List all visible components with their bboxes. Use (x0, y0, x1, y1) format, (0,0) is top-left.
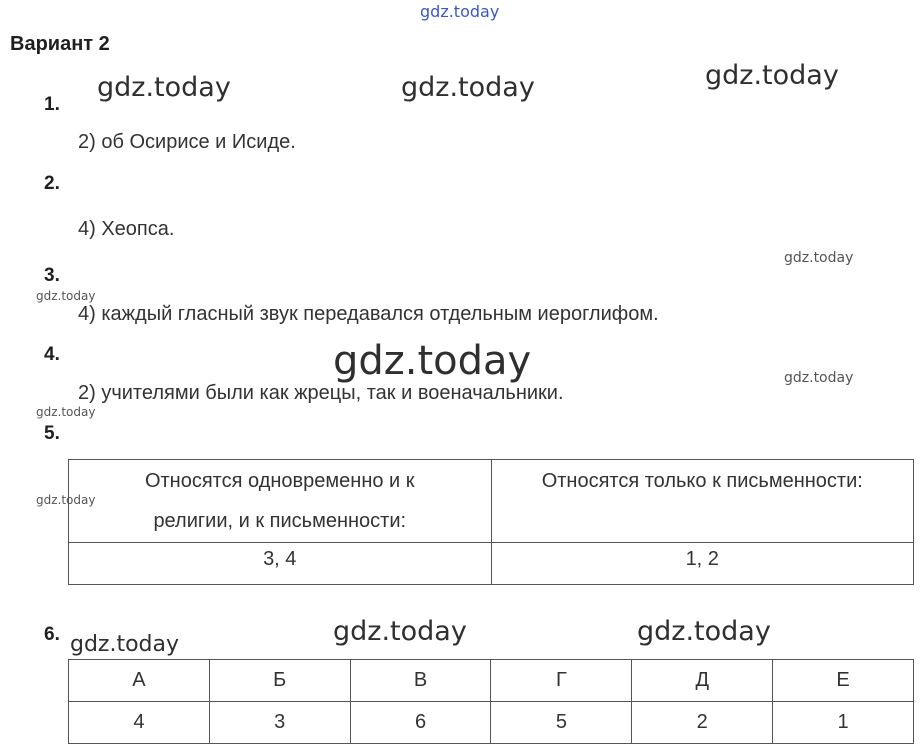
watermark: gdz.today (36, 289, 96, 303)
watermark: gdz.today (637, 616, 771, 647)
watermark: gdz.today (97, 72, 231, 103)
watermark: gdz.today (333, 616, 467, 647)
question-number: 2. (44, 173, 60, 194)
watermark: gdz.today (784, 370, 854, 386)
table-cell: 1 (773, 702, 914, 744)
table-cell: 6 (350, 702, 491, 744)
answer-text: 2) об Осирисе и Исиде. (78, 131, 296, 153)
watermark: gdz.today (36, 493, 96, 507)
table-row (69, 702, 914, 744)
question-number: 4. (44, 344, 60, 365)
table-cell: Б (209, 660, 350, 702)
question-number: 3. (44, 265, 60, 286)
table-cell: Г (491, 660, 632, 702)
table-cell: 3 (209, 702, 350, 744)
table-cell: 3, 4 (69, 543, 492, 585)
header-line: Относятся одновременно и к (144, 470, 415, 492)
header-line: Относятся только к письменности: (541, 470, 863, 492)
table-cell: В (350, 660, 491, 702)
header-line: религии, и к письменности: (153, 510, 407, 532)
table-cell: 2 (632, 702, 773, 744)
watermark: gdz.today (70, 632, 180, 657)
table-cell: Д (632, 660, 773, 702)
matching-table (68, 659, 914, 744)
table-cell: 1, 2 (491, 543, 914, 585)
watermark: gdz.today (401, 72, 535, 103)
table-header-cell (491, 460, 914, 543)
question-number: 1. (44, 94, 60, 115)
classification-table (68, 459, 914, 585)
table-cell: 5 (491, 702, 632, 744)
table-cell: Е (773, 660, 914, 702)
answer-text: 4) каждый гласный звук передавался отдельным иероглифом. (78, 303, 659, 325)
answer-text: 4) Хеопса. (78, 218, 175, 240)
table-cell: А (69, 660, 210, 702)
watermark: gdz.today (36, 405, 96, 419)
watermark: gdz.today (784, 250, 854, 266)
question-number: 6. (44, 624, 60, 645)
watermark: gdz.today (705, 60, 839, 91)
table-cell: 4 (69, 702, 210, 744)
watermark: gdz.today (420, 2, 500, 21)
table-header-cell (69, 460, 492, 543)
table-row (69, 660, 914, 702)
watermark: gdz.today (333, 338, 532, 384)
page-title: Вариант 2 (10, 33, 110, 55)
question-number: 5. (44, 423, 60, 444)
answer-text: 2) учителями были как жрецы, так и военачальники. (78, 382, 564, 404)
